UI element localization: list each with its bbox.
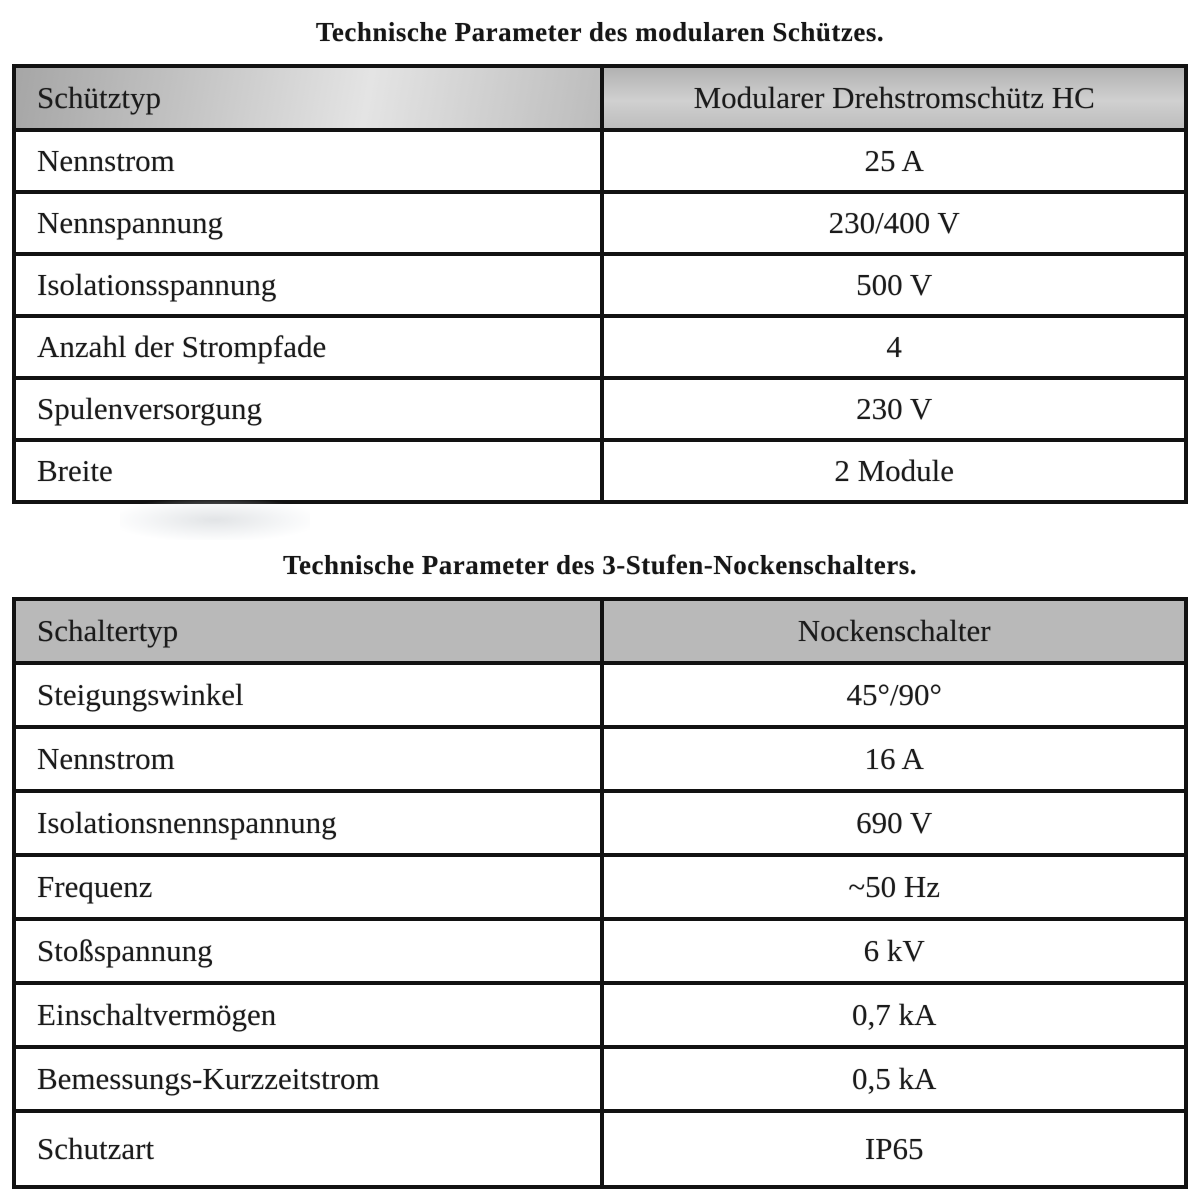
table-title-modular-contactor: Technische Parameter des modularen Schützes. (315, 17, 885, 47)
param-label-cell: Nennstrom (14, 727, 602, 791)
table-row (14, 727, 1186, 791)
table-row (14, 663, 1186, 727)
param-value-cell: IP65 (602, 1111, 1186, 1187)
modular-contactor-parameter-table (12, 64, 1188, 504)
table-row (14, 440, 1186, 502)
table-row (14, 316, 1186, 378)
param-label-cell: Einschaltvermögen (14, 983, 602, 1047)
table-row (14, 983, 1186, 1047)
param-label-cell: Steigungswinkel (14, 663, 602, 727)
table-row (14, 192, 1186, 254)
param-value-cell: 25 A (602, 130, 1186, 192)
param-value-cell: 6 kV (602, 919, 1186, 983)
param-label-cell: Bemessungs-Kurzzeitstrom (14, 1047, 602, 1111)
param-label-cell: Isolationsspannung (14, 254, 602, 316)
table-row (14, 1047, 1186, 1111)
param-value-cell: 690 V (602, 791, 1186, 855)
table-row (14, 855, 1186, 919)
param-value-cell: 500 V (602, 254, 1186, 316)
table-row (14, 254, 1186, 316)
param-value-cell: 45°/90° (602, 663, 1186, 727)
param-label-cell: Nennstrom (14, 130, 602, 192)
param-label-cell: Schutzart (14, 1111, 602, 1187)
table-row (14, 1111, 1186, 1187)
param-label-cell: Anzahl der Strompfade (14, 316, 602, 378)
param-value-cell: 0,5 kA (602, 1047, 1186, 1111)
header-cell-type-label: Schaltertyp (14, 599, 602, 663)
table-header-row (14, 66, 1186, 130)
param-value-cell: 16 A (602, 727, 1186, 791)
header-cell-type-value: Nockenschalter (602, 599, 1186, 663)
param-value-cell: 230/400 V (602, 192, 1186, 254)
param-label-cell: Breite (14, 440, 602, 502)
table-row (14, 791, 1186, 855)
header-cell-type-value: Modularer Drehstromschütz HC (602, 66, 1186, 130)
param-label-cell: Frequenz (14, 855, 602, 919)
table-header-row (14, 599, 1186, 663)
table-row (14, 378, 1186, 440)
header-cell-type-label: Schütztyp (14, 66, 602, 130)
table-row (14, 130, 1186, 192)
scan-artifact (120, 500, 310, 540)
param-label-cell: Isolationsnennspannung (14, 791, 602, 855)
param-value-cell: 230 V (602, 378, 1186, 440)
param-value-cell: 0,7 kA (602, 983, 1186, 1047)
param-value-cell: 2 Module (602, 440, 1186, 502)
param-value-cell: ~50 Hz (602, 855, 1186, 919)
param-label-cell: Nennspannung (14, 192, 602, 254)
table-title-cam-switch: Technische Parameter des 3-Stufen-Nockenschalters. (283, 550, 917, 580)
param-label-cell: Spulenversorgung (14, 378, 602, 440)
cam-switch-parameter-table (12, 597, 1188, 1189)
table-row (14, 919, 1186, 983)
param-label-cell: Stoßspannung (14, 919, 602, 983)
param-value-cell: 4 (602, 316, 1186, 378)
